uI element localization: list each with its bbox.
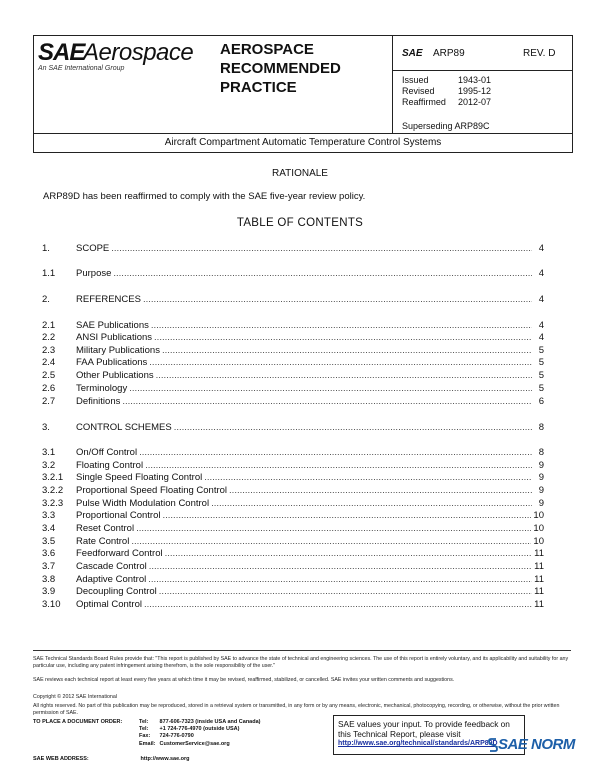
contact-value[interactable]: 877-606-7323 (inside USA and Canada) [159, 719, 261, 725]
rationale-text: ARP89D has been reaffirmed to comply with the SAE five-year review policy. [43, 191, 366, 202]
web-address-label: SAE WEB ADDRESS: [33, 756, 89, 762]
toc-entry-title: Terminology [76, 383, 128, 394]
toc-heading: TABLE OF CONTENTS [236, 217, 364, 229]
toc-entry-page: 11 [534, 561, 544, 572]
revised-label: Revised [402, 86, 435, 96]
toc-entry[interactable] [42, 523, 544, 535]
toc-leader-dots [131, 536, 531, 548]
toc-entry[interactable] [42, 422, 544, 434]
toc-entry-title: Pulse Width Modulation Control [76, 498, 210, 509]
document-type-cell [216, 36, 392, 133]
logo-sae-text: SAE [38, 39, 85, 66]
toc-leader-dots [159, 586, 532, 598]
document-subject: Aircraft Compartment Automatic Temperature Control Systems [164, 137, 442, 148]
toc-leader-dots [143, 294, 532, 306]
toc-entry-title: SCOPE [76, 243, 110, 254]
toc-entry-title: Single Speed Floating Control [76, 472, 203, 483]
toc-entry-page: 4 [538, 294, 544, 305]
revision-label: REV. D [523, 48, 556, 59]
toc-entry-page: 11 [534, 548, 544, 559]
toc-entry[interactable] [42, 370, 544, 382]
toc-entry-page: 9 [538, 472, 544, 483]
toc-entry-number: 3.4 [42, 523, 56, 534]
order-contacts [33, 719, 265, 748]
toc-entry-number: 2.5 [42, 370, 56, 381]
toc-entry-title: REFERENCES [76, 294, 141, 305]
toc-entry-page: 6 [538, 396, 544, 407]
toc-entry-page: 10 [533, 523, 544, 534]
toc-entry-title: Definitions [76, 396, 121, 407]
logo-aerospace-text: Aerospace [83, 39, 194, 66]
toc-entry-number: 2.4 [42, 357, 56, 368]
toc-entry-number: 3.5 [42, 536, 56, 547]
toc-entry[interactable] [42, 561, 544, 573]
toc-leader-dots [204, 472, 532, 484]
toc-entry[interactable] [42, 320, 544, 332]
toc-entry-page: 4 [538, 332, 544, 343]
footer-rights: All rights reserved. No part of this publication may be reproduced, stored in a retrieval system or transmitted, in any form or by any means, electronic, mechanical, photocopying, recording, or otherwise, without the prior written permission of SAE. [33, 703, 560, 716]
contact-value[interactable]: +1 724-776-4970 (outside USA) [159, 726, 240, 733]
toc-entry[interactable] [42, 574, 544, 586]
toc-entry-title: Proportional Control [76, 510, 161, 521]
toc-entry-title: Rate Control [76, 536, 130, 547]
toc-entry-page: 5 [538, 383, 544, 394]
contact-value[interactable]: 724-776-0790 [159, 733, 194, 740]
footer-copyright: Copyright © 2012 SAE International [33, 694, 117, 700]
toc-entry[interactable] [42, 447, 544, 459]
document-dates [402, 75, 491, 108]
toc-entry[interactable] [42, 268, 544, 280]
footer-review-note: SAE reviews each technical report at least every five years at which time it may be revised, reaffirmed, stabilized, or cancelled. SAE invites your written comments and suggestions. [33, 677, 455, 683]
toc-entry-number: 1.1 [42, 268, 56, 279]
toc-entry-title: Optimal Control [76, 599, 142, 610]
toc-entry-number: 2.1 [42, 320, 56, 331]
toc-entry-title: CONTROL SCHEMES [76, 422, 172, 433]
document-header [33, 35, 573, 153]
toc-entry[interactable] [42, 548, 544, 560]
contact-label: Fax: [139, 733, 151, 740]
toc-entry-number: 2. [42, 294, 50, 305]
toc-entry-title: On/Off Control [76, 447, 138, 458]
logo-subtitle: An SAE International Group [38, 65, 125, 72]
toc-entry[interactable] [42, 383, 544, 395]
toc-entry-number: 2.7 [42, 396, 56, 407]
toc-entry-page: 5 [538, 370, 544, 381]
toc-entry[interactable] [42, 498, 544, 510]
rationale-heading: RATIONALE [272, 168, 328, 179]
sae-logo [34, 36, 216, 133]
toc-leader-dots [129, 383, 532, 395]
toc-leader-dots [139, 447, 532, 459]
toc-entry-number: 3.6 [42, 548, 56, 559]
toc-entry-page: 4 [538, 243, 544, 254]
toc-entry[interactable] [42, 472, 544, 484]
toc-leader-dots [154, 332, 532, 344]
toc-entry-page: 8 [538, 447, 544, 458]
toc-entry-number: 3.3 [42, 510, 56, 521]
toc-entry-title: Cascade Control [76, 561, 147, 572]
toc-leader-dots [145, 460, 532, 472]
toc-leader-dots [165, 548, 532, 560]
toc-entry-page: 11 [534, 599, 544, 610]
toc-leader-dots [144, 599, 532, 611]
toc-entry-number: 2.6 [42, 383, 56, 394]
toc-leader-dots [113, 268, 532, 280]
toc-entry-number: 2.3 [42, 345, 56, 356]
toc-entry-title: Reset Control [76, 523, 135, 534]
toc-entry-title: SAE Publications [76, 320, 149, 331]
toc-entry[interactable] [42, 396, 544, 408]
toc-entry-number: 3.2 [42, 460, 56, 471]
toc-entry-number: 3.8 [42, 574, 56, 585]
toc-entry-title: Floating Control [76, 460, 144, 471]
toc-entry-page: 11 [534, 586, 544, 597]
reaffirmed-label: Reaffirmed [402, 97, 446, 107]
toc-entry-title: Other Publications [76, 370, 154, 381]
toc-entry-page: 10 [533, 536, 544, 547]
contact-label: Tel: [139, 726, 149, 733]
toc-entry-page: 10 [533, 510, 544, 521]
feedback-link[interactable]: http://www.sae.org/technical/standards/ARP89D [338, 740, 498, 747]
toc-entry-number: 3.9 [42, 586, 56, 597]
contact-label: Tel: [139, 719, 149, 725]
toc-entry-page: 8 [538, 422, 544, 433]
toc-entry-number: 3.2.2 [42, 485, 64, 496]
toc-leader-dots [151, 320, 532, 332]
sae-norm-stamp-icon [488, 738, 498, 752]
toc-leader-dots [148, 574, 532, 586]
toc-entry-title: Adaptive Control [76, 574, 147, 585]
doc-sae-mark: SAE [402, 48, 423, 59]
toc-leader-dots [136, 523, 531, 535]
toc-entry-page: 9 [538, 485, 544, 496]
toc-entry[interactable] [42, 332, 544, 344]
toc-leader-dots [174, 422, 532, 434]
footer-divider [33, 650, 571, 651]
revised-date: 1995-12 [458, 86, 492, 96]
toc-entry-page: 5 [538, 345, 544, 356]
issued-label: Issued [402, 75, 429, 85]
web-address-link[interactable]: http://www.sae.org [140, 756, 190, 762]
order-label: TO PLACE A DOCUMENT ORDER: [33, 719, 123, 725]
superseding-note: Superseding ARP89C [402, 121, 490, 131]
toc-leader-dots [211, 498, 532, 510]
toc-entry[interactable] [42, 345, 544, 357]
toc-entry[interactable] [42, 599, 544, 611]
toc-entry-page: 9 [538, 498, 544, 509]
toc-entry[interactable] [42, 536, 544, 548]
toc-leader-dots [163, 510, 532, 522]
subject-row [34, 133, 572, 153]
toc-entry-title: Feedforward Control [76, 548, 163, 559]
toc-entry-page: 5 [538, 357, 544, 368]
feedback-text: SAE values your input. To provide feedback on this Technical Report, please visit [338, 719, 510, 739]
toc-entry[interactable] [42, 485, 544, 497]
footer-disclaimer: SAE Technical Standards Board Rules provide that: "This report is published by SAE to advance the state of technical and engineering sciences. The use of this report is entirely voluntary, and its applicability and suitability for any particular use, including any patent infringement arising therefrom, is the sole responsibility of the user." [33, 656, 569, 669]
toc-entry-page: 9 [538, 460, 544, 471]
document-type-title: AEROSPACE RECOMMENDED PRACTICE [220, 41, 341, 96]
toc-entry-page: 11 [534, 574, 544, 585]
toc-entry[interactable] [42, 586, 544, 598]
toc-entry-page: 4 [538, 320, 544, 331]
toc-entry-title: FAA Publications [76, 357, 148, 368]
web-address-row [33, 756, 190, 762]
document-info-cell [392, 36, 573, 133]
toc-entry-title: Proportional Speed Floating Control [76, 485, 228, 496]
toc-entry-number: 3.2.1 [42, 472, 64, 483]
toc-entry-number: 3.2.3 [42, 498, 64, 509]
toc-entry-title: ANSI Publications [76, 332, 153, 343]
toc-entry-number: 3. [42, 422, 50, 433]
document-number-row [393, 36, 573, 71]
toc-entry-number: 2.2 [42, 332, 56, 343]
toc-leader-dots [149, 357, 532, 369]
toc-entry[interactable] [42, 357, 544, 369]
toc-entry-number: 3.7 [42, 561, 56, 572]
toc-entry-title: Purpose [76, 268, 112, 279]
toc-leader-dots [122, 396, 532, 408]
toc-leader-dots [162, 345, 532, 357]
contact-email-link[interactable]: CustomerService@sae.org [159, 740, 230, 747]
sae-norm-stamp: SAE NORM [498, 736, 575, 753]
toc-entry-number: 3.1 [42, 447, 56, 458]
toc-entry[interactable] [42, 510, 544, 522]
contact-label: Email: [139, 740, 156, 747]
toc-entry-title: Decoupling Control [76, 586, 157, 597]
toc-leader-dots [229, 485, 532, 497]
toc-leader-dots [111, 243, 532, 255]
toc-leader-dots [156, 370, 532, 382]
toc-entry-title: Military Publications [76, 345, 160, 356]
toc-entry-page: 4 [538, 268, 544, 279]
toc-entry[interactable] [42, 460, 544, 472]
toc-entry-number: 3.10 [42, 599, 61, 610]
issued-date: 1943-01 [458, 75, 492, 85]
toc-entry[interactable] [42, 294, 544, 306]
reaffirmed-date: 2012-07 [458, 97, 492, 107]
toc-leader-dots [149, 561, 532, 573]
toc-entry[interactable] [42, 243, 544, 255]
toc-entry-number: 1. [42, 243, 50, 254]
document-number: ARP89 [433, 48, 465, 59]
